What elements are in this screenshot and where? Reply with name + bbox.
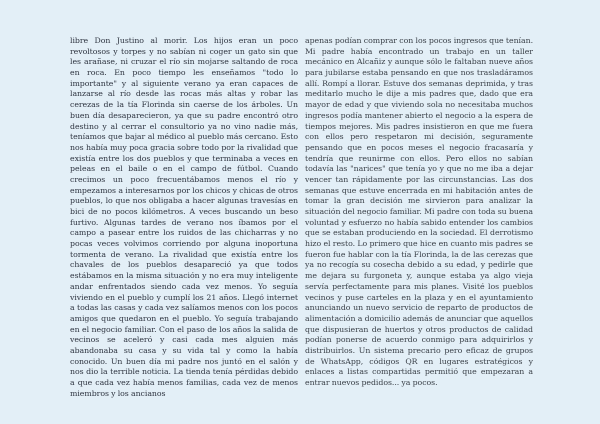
left-page — [70, 36, 298, 399]
right-page-text: apenas podían comprar con los pocos ingresos que tenían. Mi padre había encontrado un trabajo en un taller mecánico en Alcañiz y aunque sólo le faltaban nueve años para jubilarse estaba pensando en que nos trasladáramos allí. Rompí a llorar. Estuve dos semanas deprimida, y tras meditarlo mucho le dije a mis padres que, dado que era mayor de edad y que viviendo sola no necesitaba muchos ingresos podía mantener abierto el negocio a la espera de tiempos mejores. Mis padres insistieron en que me fuera con ellos pero respetaron mi decisión, seguramente pensando que en pocos meses el negocio fracasaría y tendría que reunirme con ellos. Pero ellos no sabían todavía las "narices" que tenía yo y que no me iba a dejar vencer tan rápidamente por las circunstancias. Las dos semanas que estuve encerrada en mi habitación antes de tomar la gran decisión me sirvieron para analizar la situación del negocio familiar. Mi padre con toda su buena voluntad y esfuerzo no había sabido entender los cambios que se estaban produciendo en la sociedad. El derrotismo hizo el resto. Lo primero que hice en cuanto mis padres se fueron fue hablar con la tía Florinda, la de las cerezas que ya no recogía su cosecha debido a su edad, y pedirle que me dejara su furgoneta y, aunque estaba ya algo vieja servía perfectamente para mis planes. Visité los pueblos vecinos y puse carteles en la plaza y en el ayuntamiento anunciando un nuevo servicio de reparto de productos de alimentación a domicilio además de anunciar que aquellos que dispusieran de huertos y otros productos de calidad podían ponerse de acuerdo conmigo para adquirirlos y distribuirlos. Un sistema precario pero eficaz de grupos de WhatsApp, códigos QR en lugares estratégicos y enlaces a listas compartidas permitió que empezaran a entrar nuevos pedidos... ya pocos. — [305, 36, 533, 387]
right-page — [305, 36, 533, 389]
left-page-text: libre Don Justino al morir. Los hijos eran un poco revoltosos y torpes y no sabían ni coger un gato sin que les arañase, ni cruzar el río sin mojarse saltando de roca en roca. En poco tiempo les enseñamos "todo lo importante" y al siguiente verano ya eran capaces de lanzarse al río desde las rocas más altas y robar las cerezas de la tía Florinda sin caerse de los árboles. Un buen día desaparecieron, ya que su padre encontró otro destino y al cerrar el consultorio ya no vino nadie más, teníamos que bajar al médico al pueblo más cercano. Esto nos había muy poca gracia sobre todo por la rivalidad que existía entre los dos pueblos y que terminaba a veces en peleas en el baile o en el campo de fútbol. Cuando crecimos un poco frecuentábamos menos el río y empezamos a interesarnos por los chicos y chicas de otros pueblos, lo que nos obligaba a hacer algunas travesías en bici de no pocos kilómetros. A veces buscando un beso furtivo. Algunas tardes de verano nos íbamos por el campo a pasear entre los ruidos de las chicharras y no pocas veces volvimos corriendo por alguna inoportuna tormenta de verano. La rivalidad que existía entre los chavales de los pueblos desapareció ya que todos estábamos en la misma situación y no era muy inteligente andar enfrentados siendo cada vez menos. Yo seguía viviendo en el pueblo y cumplí los 21 años. Llegó internet a todas las casas y cada vez salíamos menos con los pocos amigos que quedaron en el pueblo. Yo seguía trabajando en el negocio familiar. Con el paso de los años la salida de vecinos se aceleró y casi cada mes alguien más abandonaba su casa y su vida tal y como la había conocido. Un buen día mi padre nos juntó en el salón y nos dio la terrible noticia. La tienda tenía pérdidas debido a que cada vez había menos familias, cada vez de menos miembros y los ancianos — [70, 36, 298, 398]
